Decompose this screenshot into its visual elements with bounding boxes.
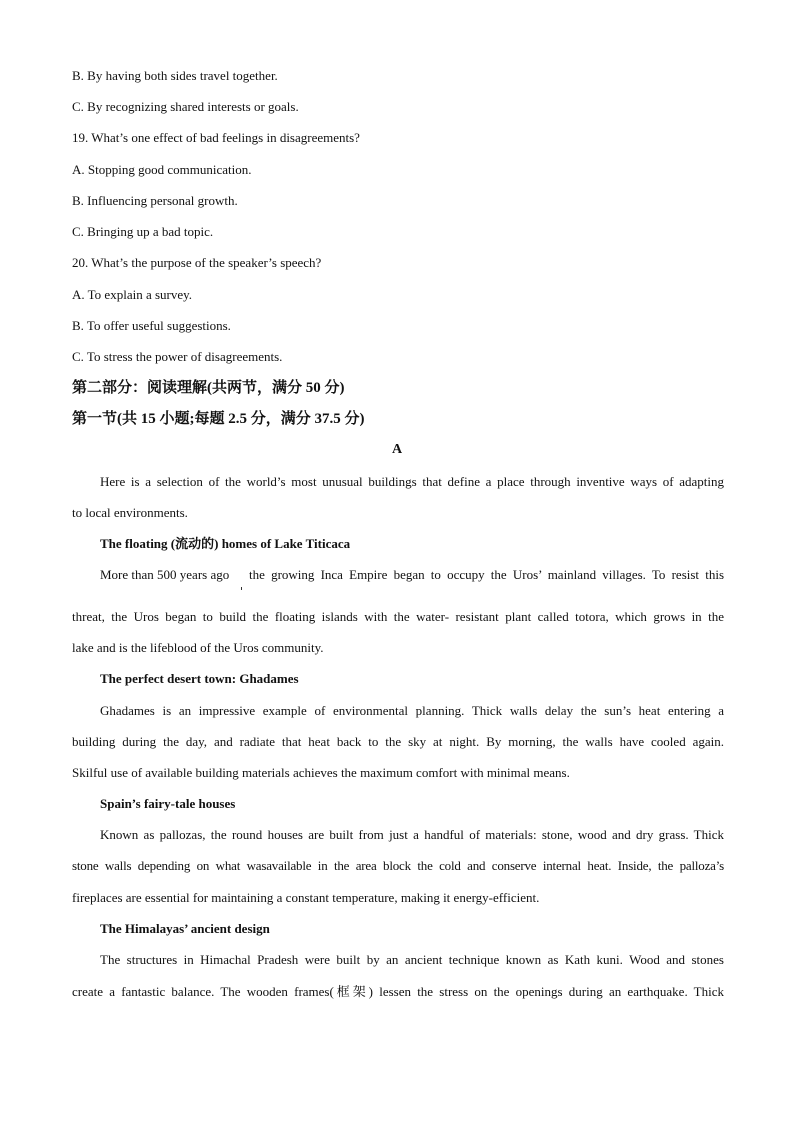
- section-title-himalayas: The Himalayas’ ancient design: [100, 921, 270, 936]
- section-title-floating-homes: The floating (流动的) homes of Lake Titicaca: [100, 536, 351, 551]
- question-19: 19. What’s one effect of bad feelings in disagreements?: [72, 130, 360, 145]
- pallozas-line-2: stone walls depending on what wasavailable in the area block the cold and conserve internal heat. Inside, the palloza’s: [72, 858, 724, 873]
- himalayas-line-2: create a fantastic balance. The wooden frames(框架) lessen the stress on the openings during an earthquake. Thick: [72, 984, 724, 999]
- intro-line-1: Here is a selection of the world’s most unusual buildings that define a place through inventive ways of adapting: [100, 474, 724, 489]
- part-two-heading: 第二部分：阅读理解(共两节，满分 50 分): [72, 380, 345, 396]
- ghadames-line-3: Skilful use of available building materials achieves the maximum comfort with minimal means.: [72, 765, 570, 780]
- floating-line-1a: More than 500 years ago: [100, 567, 230, 582]
- q20-option-c: C. To stress the power of disagreements.: [72, 349, 283, 364]
- section-one-heading: 第一节(共 15 小题;每题 2.5 分，满分 37.5 分): [72, 411, 365, 427]
- q20-option-a: A. To explain a survey.: [72, 287, 193, 302]
- stray-mark: [241, 587, 242, 590]
- section-title-pallozas: Spain’s fairy-tale houses: [100, 796, 236, 811]
- pallozas-line-1: Known as pallozas, the round houses are built from just a handful of materials: stone, wood and dry grass. Thick: [100, 827, 724, 842]
- pallozas-line-3: fireplaces are essential for maintaining a constant temperature, making it energy-efficient.: [72, 890, 540, 905]
- floating-line-3: lake and is the lifeblood of the Uros community.: [72, 640, 324, 655]
- passage-label: A: [391, 442, 403, 457]
- q18-option-c: C. By recognizing shared interests or goals.: [72, 99, 299, 114]
- floating-line-1b: the growing Inca Empire began to occupy the Uros’ mainland villages. To resist this: [249, 567, 724, 582]
- intro-line-2: to local environments.: [72, 505, 188, 520]
- section-title-ghadames: The perfect desert town: Ghadames: [100, 671, 299, 686]
- ghadames-line-1: Ghadames is an impressive example of environmental planning. Thick walls delay the sun’s heat entering a: [100, 703, 724, 718]
- q20-option-b: B. To offer useful suggestions.: [72, 318, 231, 333]
- question-20: 20. What’s the purpose of the speaker’s speech?: [72, 255, 322, 270]
- q19-option-a: A. Stopping good communication.: [72, 162, 252, 177]
- q18-option-b: B. By having both sides travel together.: [72, 68, 278, 83]
- q19-option-c: C. Bringing up a bad topic.: [72, 224, 214, 239]
- q19-option-b: B. Influencing personal growth.: [72, 193, 238, 208]
- floating-line-2: threat, the Uros began to build the floating islands with the water- resistant plant called totora, which grows in the: [72, 609, 724, 624]
- himalayas-line-1: The structures in Himachal Pradesh were built by an ancient technique known as Kath kuni. Wood and stones: [100, 952, 724, 967]
- ghadames-line-2: building during the day, and radiate that heat back to the sky at night. By morning, the walls have cooled again.: [72, 734, 724, 749]
